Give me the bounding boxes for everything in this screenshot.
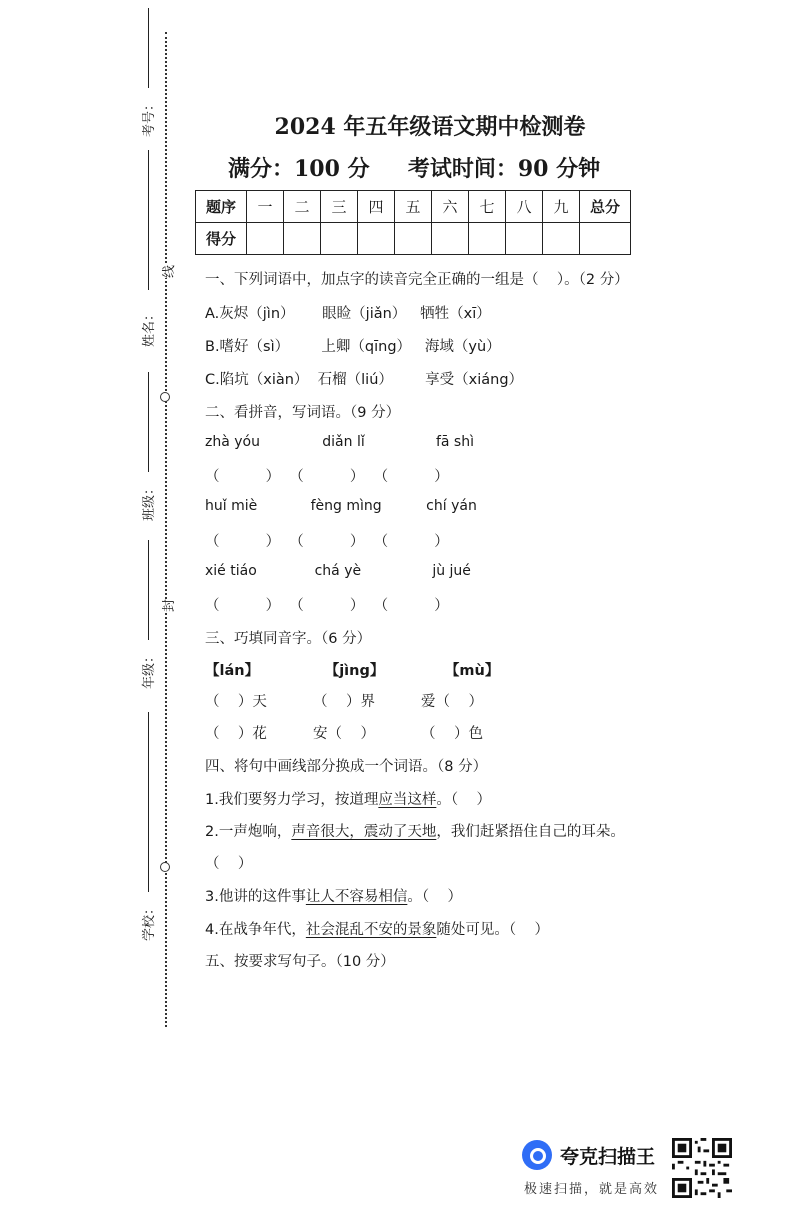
s4-question-2 — [205, 820, 625, 841]
score-cell-5[interactable] — [395, 223, 432, 255]
homophone-row-1[interactable]: （ ）天 （ ）界 爱（ ） — [205, 694, 483, 710]
s4-q1-text-a: 1.我们要努力学习，按道理 — [205, 792, 379, 808]
col-6: 六 — [432, 191, 469, 223]
qr-code-icon — [672, 1138, 732, 1198]
col-1: 一 — [247, 191, 284, 223]
col-9: 九 — [543, 191, 580, 223]
score-cell-2[interactable] — [284, 223, 321, 255]
exam-title: 2024 年五年级语文期中检测卷 — [274, 114, 586, 140]
section-4-title: 四、将句中画线部分换成一个词语。（8 分） — [205, 759, 488, 775]
section-5-title: 五、按要求写句子。（10 分） — [205, 954, 395, 970]
score-cell-4[interactable] — [358, 223, 395, 255]
question-order-label: 题序 — [196, 191, 247, 223]
s4-q1-underlined: 应当这样 — [378, 792, 437, 808]
exam-number-label: 考号： — [142, 97, 158, 138]
score-cell-3[interactable] — [321, 223, 358, 255]
pinyin-row-2: huǐ miè fèng mìng chí yán — [205, 498, 477, 514]
s4-q4-text-b: 随处可见。（ ） — [436, 922, 550, 938]
seal-char-seal: 封 — [158, 599, 177, 612]
grade-label: 年级： — [142, 649, 158, 690]
s4-question-4 — [205, 918, 549, 939]
score-table-header-row — [196, 191, 631, 223]
col-7: 七 — [469, 191, 506, 223]
col-3: 三 — [321, 191, 358, 223]
s4-q4-underlined: 社会混乱不安的景象 — [305, 922, 437, 938]
col-8: 八 — [506, 191, 543, 223]
seal-dotted-line — [165, 32, 167, 1027]
col-2: 二 — [284, 191, 321, 223]
binding-line-1 — [148, 8, 149, 88]
col-4: 四 — [358, 191, 395, 223]
section-1-title: 一、下列词语中，加点字的读音完全正确的一组是（ ）。（2 分） — [205, 272, 629, 288]
score-cell-9[interactable] — [543, 223, 580, 255]
pinyin-row-3: xié tiáo chá yè jù jué — [205, 563, 471, 579]
binding-line-4 — [148, 540, 149, 640]
scanner-slogan: 极速扫描，就是高效 — [524, 1182, 660, 1197]
s4-q2-underlined: 声音很大，震动了天地 — [291, 824, 437, 840]
score-cell-6[interactable] — [432, 223, 469, 255]
s4-q3-underlined: 让人不容易相信 — [305, 889, 408, 905]
score-cell-7[interactable] — [469, 223, 506, 255]
s4-q2-text-b: ，我们赶紧捂住自己的耳朵。 — [436, 824, 625, 840]
homophone-heads: 【lán】 【jìng】 【mù】 — [205, 663, 500, 679]
section-3-title: 三、巧填同音字。（6 分） — [205, 631, 372, 647]
seal-circle-1 — [160, 392, 170, 402]
pinyin-row-1: zhà yóu diǎn lǐ fā shì — [205, 434, 474, 450]
s4-q2-text-a: 2.一声炮响， — [205, 824, 292, 840]
section-2-title: 二、看拼音，写词语。（9 分） — [205, 405, 401, 421]
score-cell-total[interactable] — [580, 223, 631, 255]
blank-row-2[interactable]: （ ） （ ） （ ） — [205, 534, 449, 550]
scanner-logo-icon — [522, 1140, 552, 1170]
s4-q4-text-a: 4.在战争年代， — [205, 922, 306, 938]
binding-line-5 — [148, 712, 149, 892]
s4-q1-text-b: 。（ ） — [436, 792, 492, 808]
section-1-option-a: A.灰烬（jìn） 眼睑（jiǎn） 牺牲（xī） — [205, 306, 491, 322]
score-label: 得分 — [196, 223, 247, 255]
section-1-option-c: C.陷坑（xiàn） 石榴（liú） 享受（xiáng） — [205, 372, 524, 388]
class-label: 班级： — [142, 481, 158, 522]
total-label: 总分 — [580, 191, 631, 223]
name-label: 姓名： — [142, 307, 158, 348]
s4-question-1 — [205, 788, 491, 809]
binding-line-3 — [148, 372, 149, 472]
score-table — [195, 190, 631, 255]
section-1-option-b: B.嗜好（sì） 上卿（qīng） 海域（yù） — [205, 339, 501, 355]
school-label: 学校： — [142, 901, 158, 942]
homophone-row-2[interactable]: （ ）花 安（ ） （ ）色 — [205, 726, 483, 742]
col-5: 五 — [395, 191, 432, 223]
exam-subtitle: 满分：100 分 考试时间：90 分钟 — [228, 156, 601, 182]
binding-line-2 — [148, 150, 149, 290]
seal-char-line: 线 — [158, 265, 177, 278]
score-table-score-row — [196, 223, 631, 255]
s4-q3-text-a: 3.他讲的这件事 — [205, 889, 306, 905]
seal-circle-2 — [160, 862, 170, 872]
blank-row-3[interactable]: （ ） （ ） （ ） — [205, 598, 449, 614]
s4-question-3 — [205, 885, 462, 906]
score-cell-1[interactable] — [247, 223, 284, 255]
scanner-brand-name: 夸克扫描王 — [560, 1146, 656, 1168]
s4-q3-text-b: 。（ ） — [407, 889, 463, 905]
s4-question-2-answer[interactable]: （ ） — [205, 856, 253, 872]
blank-row-1[interactable]: （ ） （ ） （ ） — [205, 469, 449, 485]
score-cell-8[interactable] — [506, 223, 543, 255]
